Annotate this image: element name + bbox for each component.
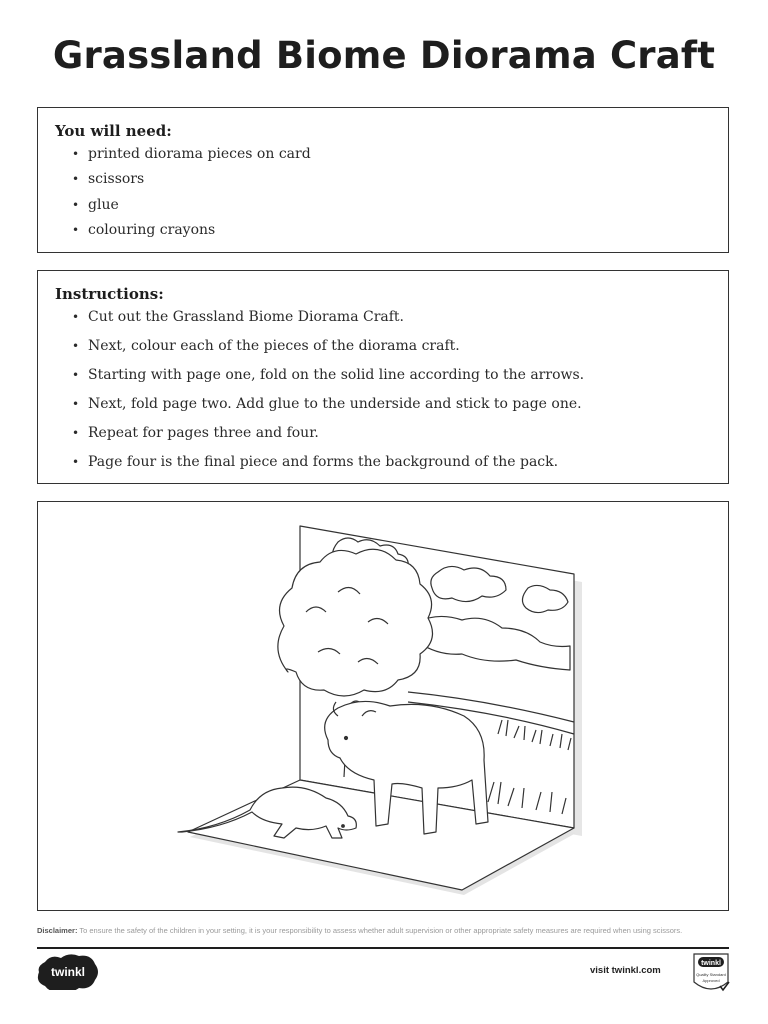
visit-link[interactable]: visit twinkl.com [590,965,661,976]
instructions-box [37,270,729,484]
svg-text:Approved: Approved [702,978,720,983]
quality-badge [690,952,732,994]
materials-list [70,144,311,245]
footer-divider [37,947,729,949]
materials-heading: You will need: [55,122,172,140]
tree-outline [278,549,433,696]
instructions-list [70,307,584,481]
svg-text:twinkl: twinkl [701,960,721,967]
page-title: Grassland Biome Diorama Craft [52,34,716,77]
disclaimer: Disclaimer: To ensure the safety of the children in your setting, it is your responsibility to assess whether adult supervision or other appropriate safety measures are required when using scissors. [37,926,683,935]
list-item: • Cut out the Grassland Biome Diorama Craft. [72,309,405,325]
list-item: • glue [72,196,119,213]
list-item: • Next, colour each of the pieces of the diorama craft. [72,338,460,354]
list-item: • colouring crayons [72,221,216,238]
svg-text:Quality Standard: Quality Standard [696,972,726,977]
instructions-heading: Instructions: [55,285,164,303]
list-item: • scissors [72,171,145,188]
list-item: • Repeat for pages three and four. [72,425,319,441]
diorama-illustration [38,502,727,909]
list-item: • Starting with page one, fold on the solid line according to the arrows. [72,367,585,383]
list-item: • Next, fold page two. Add glue to the underside and stick to page one. [72,396,582,412]
diorama-illustration-box [37,501,729,911]
list-item: • printed diorama pieces on card [72,146,311,162]
twinkl-logo[interactable] [37,954,99,990]
materials-box [37,107,729,253]
logo-text: twinkl [50,965,86,979]
list-item: • Page four is the final piece and forms the background of the pack. [72,454,559,470]
